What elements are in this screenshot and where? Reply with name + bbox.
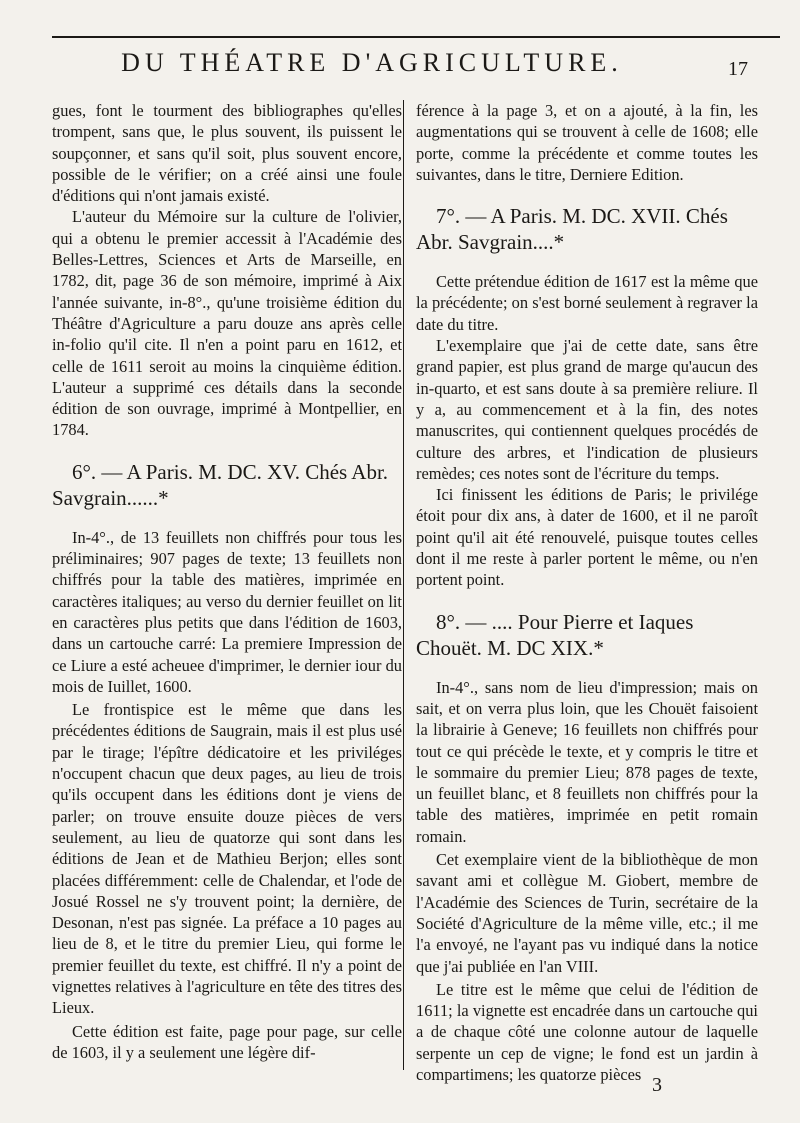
paragraph: L'auteur du Mémoire sur la culture de l'olivier, qui a obtenu le premier accessit à l'Académie des Belles-Lettres, Sciences et Arts de Marseille, en 1782, dit, page 36 de son mémoire, imprimé à Aix l'année suivante, in-8°., qu'une troisième édition du Théâtre d'Agriculture a paru douze ans après celle in-folio qu'il cite. Il n'en a point paru en 1612, et celle de 1611 seroit au moins la cinquième édition. L'auteur a supprimé ces détails dans la seconde édition de son ouvrage, imprimé à Montpellier, en 1784. — [52, 207, 402, 440]
paragraph: Cet exemplaire vient de la bibliothèque de mon savant ami et collègue M. Giobert, membre de l'Académie des Sciences de Turin, secrétaire de la Société d'Agriculture de la même ville, etc.; il me l'a envoyé, ne l'ayant pas vu indiqué dans la notice que j'ai publiée en l'an VIII. — [416, 850, 758, 976]
paragraph: Ici finissent les éditions de Paris; le privilége étoit pour dix ans, à dater de 1600, et il ne paroît point qu'il ait été renouvelé, puisque toutes celles dont il me reste à parler portent le même, ou n'en portent point. — [416, 485, 758, 590]
paragraph: In-4°., de 13 feuillets non chiffrés pour tous les préliminaires; 907 pages de texte; 13 feuillets non chiffrés pour la table des matières, imprimée en caractères italiques; au verso du dernier feuillet on lit en caractères plus petits que dans l'édition de 1603, dans un cartouche carré: La premiere Impression de ce Liure a esté acheuee d'imprimer, le dernier iour du mois de Iuillet, 1600. — [52, 527, 402, 696]
paragraph: Le frontispice est le même que dans les précédentes éditions de Saugrain, mais il est plus usé par le tirage; l'épître dédicatoire et les priviléges n'occupent chacun que deux pages, au lieu de trois qu'ils occupent dans les éditions dont je viens de parler; on trouve ensuite douze pièces de vers seulement, au lieu de quatorze qui sont dans les éditions de Jean et de Mathieu Berjon; elles sont placées différemment: celle de Chalendar, et l'ode de Josué Rossel ne s'y trouvent point; la dernière, de Desonan, n'est pas signée. La préface a 10 pages au lieu de 8, et le titre du premier Lieu, qui forme le premier feuillet du texte, est chiffré. Il n'y a point de vignettes relatives à l'agriculture en tête des titres des Lieux. — [52, 700, 402, 1018]
edition-heading: 7°. — A Paris. M. DC. XVII. Chés Abr. Savgrain....* — [416, 204, 728, 255]
paragraph: gues, font le tourment des bibliographes qu'elles trompent, sans que, le plus souvent, ils puissent le soupçonner, et sans qu'il soit, plus souvent encore, possible de le vérifier; on a créé ainsi une foule d'éditions qui n'ont jamais existé. — [52, 101, 402, 206]
right-column — [416, 100, 758, 1085]
top-rule — [52, 36, 780, 38]
paragraph: L'exemplaire que j'ai de cette date, sans être grand papier, est plus grand de marge qu'aucun des in-quarto, et est sans doute à sa première reliure. Il y a, au commencement et à la fin, des notes manuscrites, qui contiennent quelques procédés de culture des arbres, et l'indication de plusieurs remèdes; ces notes sont de l'écriture du temps. — [416, 336, 758, 483]
paragraph: Cette prétendue édition de 1617 est la même que la précédente; on s'est borné seulement à regraver la date du titre. — [416, 272, 758, 334]
column-divider — [403, 100, 404, 1070]
signature-mark: 3 — [652, 1074, 662, 1096]
edition-heading: 6°. — A Paris. M. DC. XV. Chés Abr. Savgrain......* — [52, 459, 389, 510]
paragraph: Cette édition est faite, page pour page, sur celle de 1603, il y a seulement une légère dif- — [52, 1021, 402, 1062]
edition-heading: 8°. — .... Pour Pierre et Iaques Chouët. M. DC XIX.* — [416, 609, 694, 660]
paragraph: In-4°., sans nom de lieu d'impression; mais on sait, et on verra plus loin, que les Chouët faisoient la librairie à Geneve; 16 feuillets non chiffrés pour tout ce qui précède le texte, et y compris le titre et le sommaire du premier Lieu; 878 pages de texte, un feuillet blanc, et 8 feuillets non chiffrés pour la table des matières, imprimée en petit romain romain. — [416, 677, 758, 846]
paragraph: Le titre est le même que celui de l'édition de 1611; la vignette est encadrée dans un cartouche qui a de chaque côté une colonne autour de laquelle serpente un cep de vigne; le fond est un jardin à compartimens; les quatorze pièces — [416, 979, 758, 1084]
page-number: 17 — [728, 58, 748, 80]
paragraph: férence à la page 3, et on a ajouté, à la fin, les augmentations qui se trouvent à celle de 1608; elle porte, comme la précédente et comme toutes les suivantes, dans le titre, Derniere Edition. — [416, 101, 758, 184]
running-head: DU THÉATRE D'AGRICULTURE. — [121, 48, 623, 77]
left-column — [52, 100, 402, 1063]
